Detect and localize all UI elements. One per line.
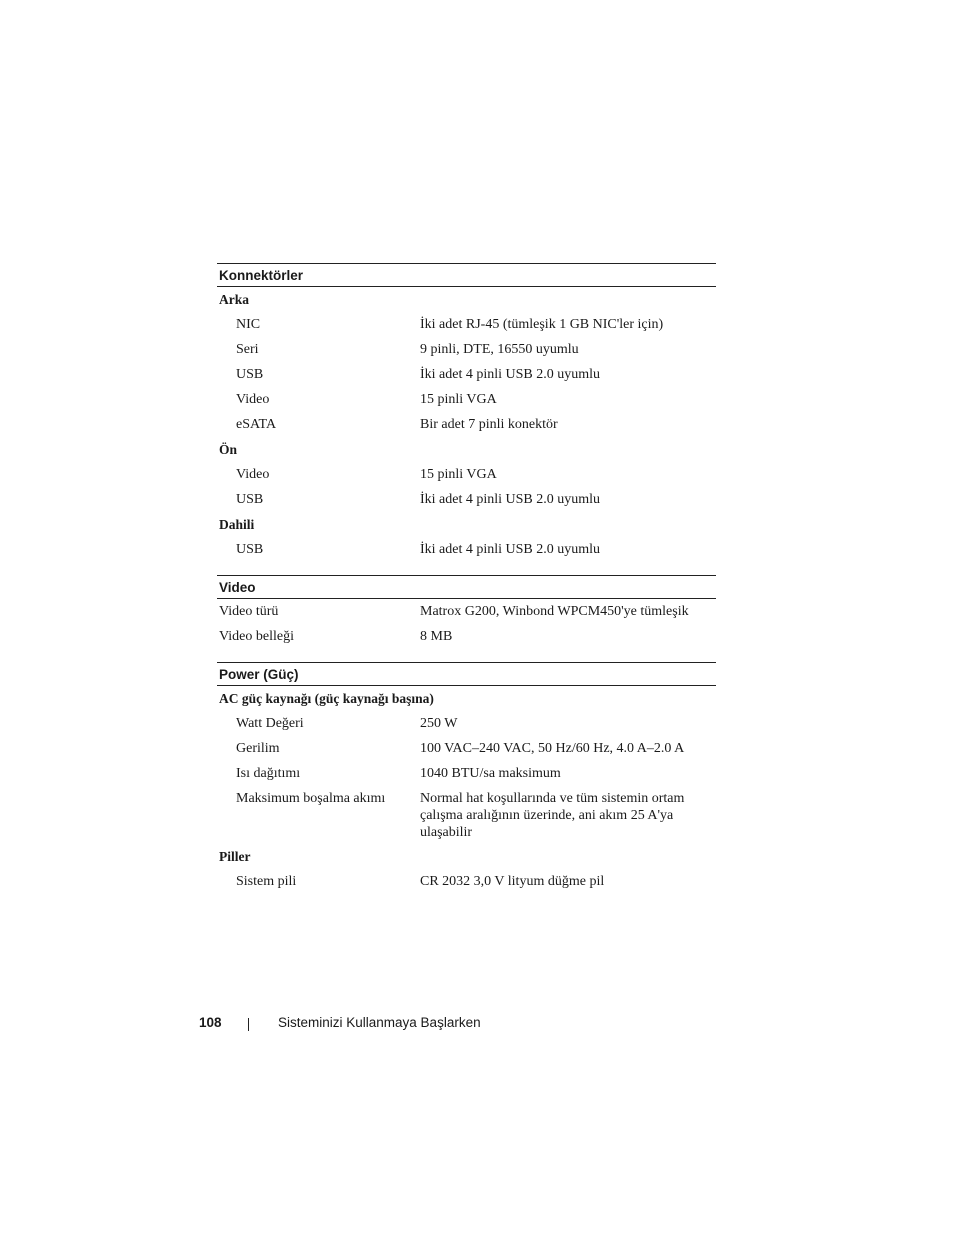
row-value: Normal hat koşullarında ve tüm sistemin ortam çalışma aralığının üzerinde, ani akım 25 A'ya ulaşabilir <box>420 791 685 840</box>
page-footer <box>0 1015 954 1035</box>
row-label: Maksimum boşalma akımı <box>236 791 386 806</box>
row-value: 250 W <box>420 716 458 731</box>
row-value: İki adet 4 pinli USB 2.0 uyumlu <box>420 367 601 382</box>
row-label: Video türü <box>219 604 279 619</box>
table-row <box>217 412 716 437</box>
row-value: İki adet 4 pinli USB 2.0 uyumlu <box>420 542 601 557</box>
row-label: Piller <box>219 849 251 864</box>
row-label: eSATA <box>236 417 277 432</box>
row-label: Video <box>236 467 270 482</box>
table-row <box>217 599 716 624</box>
table-row <box>217 487 716 512</box>
row-value: 1040 BTU/sa maksimum <box>420 766 561 781</box>
table-row <box>217 624 716 649</box>
row-label: Watt Değeri <box>236 716 304 731</box>
row-value: CR 2032 3,0 V lityum düğme pil <box>420 874 605 889</box>
table-row <box>217 312 716 337</box>
section-title: Power (Güç) <box>217 662 716 686</box>
table-row <box>217 337 716 362</box>
section-title: Video <box>217 575 716 599</box>
table-row <box>217 362 716 387</box>
row-label: Isı dağıtımı <box>236 766 301 781</box>
row-value: Matrox G200, Winbond WPCM450'ye tümleşik <box>420 604 689 619</box>
page-number: 108 <box>199 1015 222 1030</box>
row-value: İki adet 4 pinli USB 2.0 uyumlu <box>420 492 601 507</box>
table-row <box>217 686 716 711</box>
row-value: 100 VAC–240 VAC, 50 Hz/60 Hz, 4.0 A–2.0 A <box>420 741 685 756</box>
table-row <box>217 869 716 894</box>
table-row <box>217 537 716 562</box>
row-value: 15 pinli VGA <box>420 392 497 407</box>
table-row <box>217 786 716 844</box>
row-label: Dahili <box>219 517 255 532</box>
row-value: İki adet RJ-45 (tümleşik 1 GB NIC'ler için) <box>420 317 664 332</box>
footer-separator <box>248 1018 249 1031</box>
table-row <box>217 287 716 312</box>
row-label: Video belleği <box>219 629 294 644</box>
row-label: Sistem pili <box>236 874 297 889</box>
row-value: Bir adet 7 pinli konektör <box>420 417 558 432</box>
row-label: Gerilim <box>236 741 280 756</box>
row-label: NIC <box>236 317 261 332</box>
table-row <box>217 844 716 869</box>
row-label: Video <box>236 392 270 407</box>
row-label: USB <box>236 367 264 382</box>
row-label: Arka <box>219 292 249 307</box>
section-power <box>217 662 716 894</box>
table-row <box>217 711 716 736</box>
table-row <box>217 512 716 537</box>
table-row <box>217 387 716 412</box>
footer-title: Sisteminizi Kullanmaya Başlarken <box>278 1015 481 1030</box>
row-label: Seri <box>236 342 259 357</box>
section-video <box>217 575 716 649</box>
row-label: USB <box>236 542 264 557</box>
table-row <box>217 761 716 786</box>
section-connectors <box>217 263 716 562</box>
row-value: 15 pinli VGA <box>420 467 497 482</box>
row-label: AC güç kaynağı (güç kaynağı başına) <box>219 691 434 706</box>
row-value: 9 pinli, DTE, 16550 uyumlu <box>420 342 579 357</box>
table-row <box>217 437 716 462</box>
row-label: Ön <box>219 442 238 457</box>
table-row <box>217 462 716 487</box>
row-value: 8 MB <box>420 629 453 644</box>
row-label: USB <box>236 492 264 507</box>
section-title: Konnektörler <box>217 263 716 287</box>
table-row <box>217 736 716 761</box>
